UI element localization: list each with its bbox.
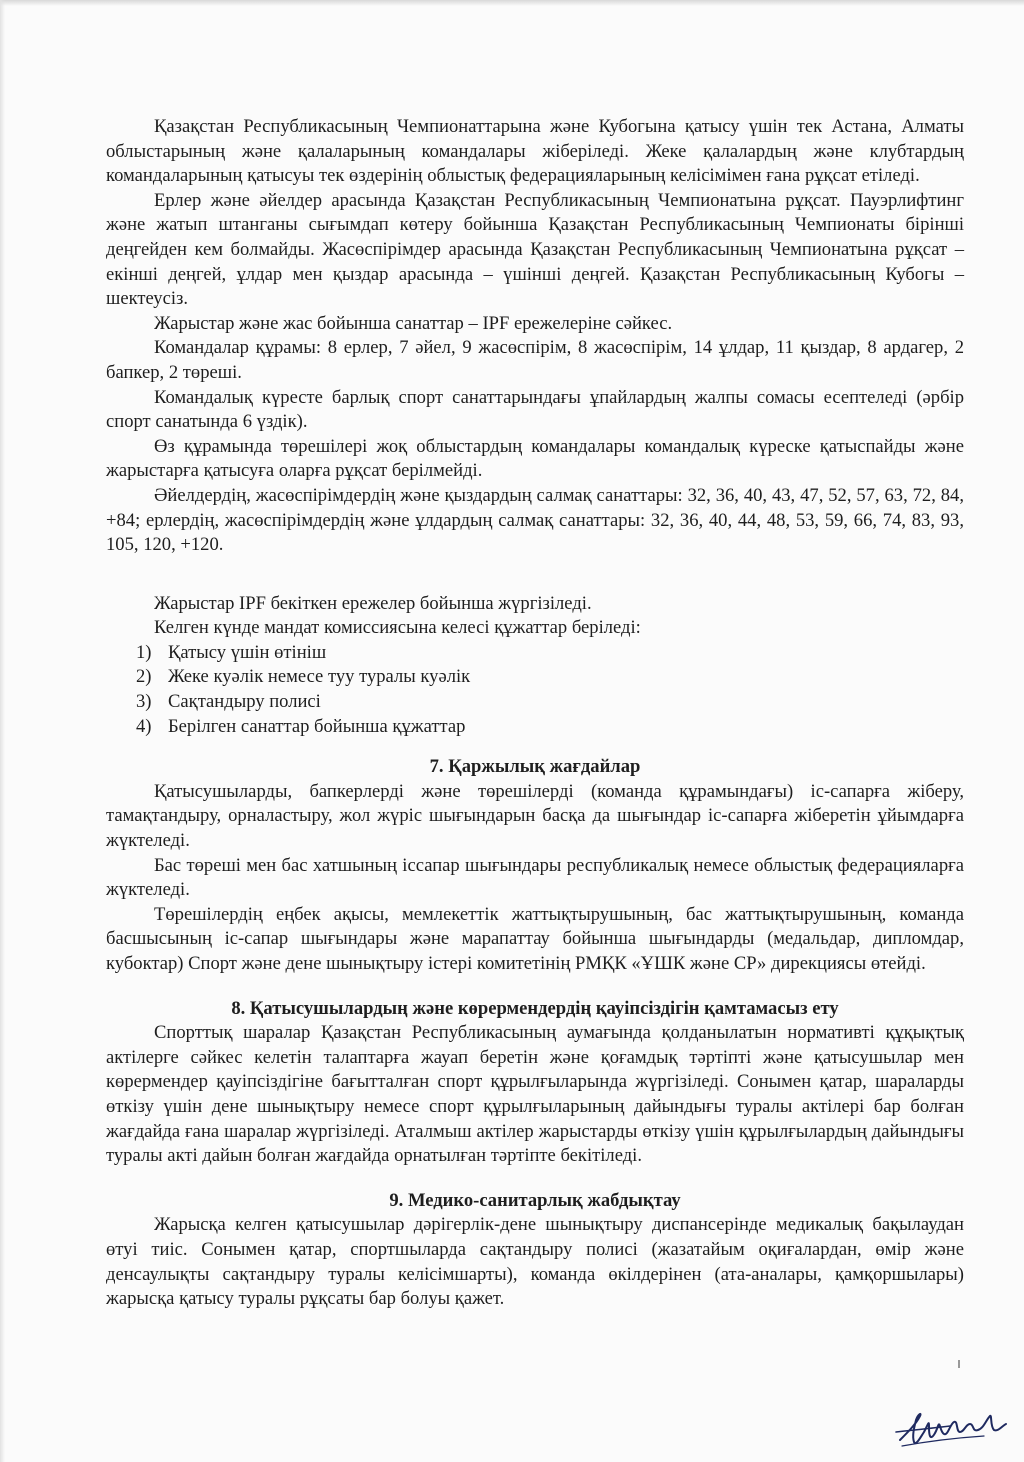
- section-9-title: 9. Медико-санитарлық жабдықтау: [389, 1189, 681, 1211]
- document-page: [106, 115, 964, 1312]
- intro-paragraph-2: Ерлер және әйелдер арасында Қазақстан Республикасының Чемпионатына рұқсат. Пауэрлифтинг және жатып штанганы сығымдап көтеру бойынша Қазақстан Республикасының Чемпионаты бірінші деңгейден кем болмайды. Жасөспірімдер арасында Қазақстан Республикасының Чемпионатына рұқсат – екінші деңгей, ұлдар мен қыздар арасында – үшінші деңгей. Қазақстан Республикасының Кубогы – шектеусіз.: [106, 189, 964, 310]
- intro-paragraph-8: Жарыстар IPF бекіткен ережелер бойынша жүргізіледі.: [154, 592, 592, 614]
- scan-left-edge: [0, 0, 5, 1462]
- section-7-title: 7. Қаржылық жағдайлар: [429, 756, 641, 778]
- intro-paragraph-1: Қазақстан Республикасының Чемпионаттарына және Кубогына қатысу үшін тек Астана, Алматы облыстарының және қалаларының командалары жіберіледі. Жеке қалалардың және клубтардың командаларының қатысуы тек өздерінің облыстық федерацияларының келісімімен ғана рұқсат етіледі.: [106, 116, 964, 187]
- list-item: 2) Жеке куәлік немесе туу туралы куәлік: [136, 666, 471, 688]
- intro-paragraph-3: Жарыстар және жас бойынша санаттар – IPF ережелеріне сәйкес.: [154, 312, 673, 334]
- section-8-title: 8. Қатысушылардың және көрермендердің қауіпсіздігін қамтамасыз ету: [231, 997, 839, 1019]
- scan-top-edge: [0, 0, 1024, 6]
- list-item: 3) Сақтандыру полисі: [136, 691, 321, 713]
- list-item: 1) Қатысу үшін өтініш: [136, 641, 327, 663]
- section-7-paragraph-2: Бас төреші мен бас хатшының іссапар шығындары республикалық немесе облыстық федерацияларға жүктеледі.: [106, 854, 964, 901]
- paragraph-gap: [106, 558, 964, 592]
- intro-paragraph-6: Өз құрамында төрешілері жоқ облыстардың командалары командалық күреске қатыспайды және жарыстарға қатысуға оларға рұқсат берілмейді.: [106, 435, 964, 482]
- intro-paragraph-5: Командалық күресте барлық спорт санаттарындағы ұпайлардың жалпы сомасы есептеледі (әрбір спорт санатында 6 үздік).: [106, 386, 964, 433]
- list-item: 4) Берілген санаттар бойынша құжаттар: [136, 715, 466, 737]
- section-7-paragraph-1: Қатысушыларды, бапкерлерді және төрешілерді (команда құрамындағы) іс-сапарға жіберу, тамақтандыру, орналастыру, жол жүріс шығындарын басқа да шығындар іс-сапарға жіберетін ұйымдарға жүктеледі.: [106, 780, 964, 852]
- documents-list: [106, 641, 964, 739]
- section-9-paragraph-1: Жарысқа келген қатысушылар дәрігерлік-дене шынықтыру диспансерінде медикалық бақылаудан өтуі тиіс. Сонымен қатар, спортшыларда сақтандыру полисі (жазатайым оқиғалардан, өмір және денсаулықты сақтандыру туралы келісімшарты), команда өкілдерінен (ата-аналары, қамқоршылары) жарысқа қатысу туралы рұқсаты бар болуы қажет.: [106, 1214, 964, 1310]
- intro-paragraph-7: Әйелдердің, жасөспірімдердің және қыздардың салмақ санаттары: 32, 36, 40, 43, 47, 52, 57, 63, 72, 84, +84; ерлердің, жасөспірімдердің және ұлдардың салмақ санаттары: 32, 36, 40, 44, 48, 53, 59, 66, 74, 83, 93, 105, 120, +120.: [106, 484, 964, 556]
- intro-paragraph-4: Командалар құрамы: 8 ерлер, 7 әйел, 9 жасөспірім, 8 жасөспірім, 14 ұлдар, 11 қыздар, 8 ардагер, 2 бапкер, 2 төреші.: [106, 337, 964, 383]
- section-8-paragraph-1: Спорттық шаралар Қазақстан Республикасының аумағында қолданылатын нормативті құқықтық актілерге сәйкес келетін талаптарға жауап беретін және қоғамдық тәртіпті және қатысушылар мен көрермендер қауіпсіздігіне бағытталған спорт құрылғыларында жүргізіледі. Сонымен қатар, шараларды өткізу үшін дене шынықтыру немесе спорт құрылғыларының дайындығы туралы актілері бар болған жағдайда ғана шаралар жүргізіледі. Аталмыш актілер жарыстарды өткізу үшін құрылғылардың дайындығы туралы акті дайын болған жағдайда орнатылған тәртіпте бекітіледі.: [106, 1022, 964, 1167]
- scan-mark: [958, 1360, 960, 1368]
- intro-paragraph-9: Келген күнде мандат комиссиясына келесі құжаттар беріледі:: [154, 617, 641, 639]
- section-7-paragraph-3: Төрешілердің еңбек ақысы, мемлекеттік жаттықтырушының, бас жаттықтырушының, команда басшысының іс-сапар шығындары және марапаттау бойынша шығындарды (медальдар, дипломдар, кубоктар) Спорт және дене шынықтыру істері комитетінің РМҚК «ҰШК және СР» дирекциясы өтейді.: [106, 903, 964, 974]
- signature-icon: [894, 1402, 1012, 1452]
